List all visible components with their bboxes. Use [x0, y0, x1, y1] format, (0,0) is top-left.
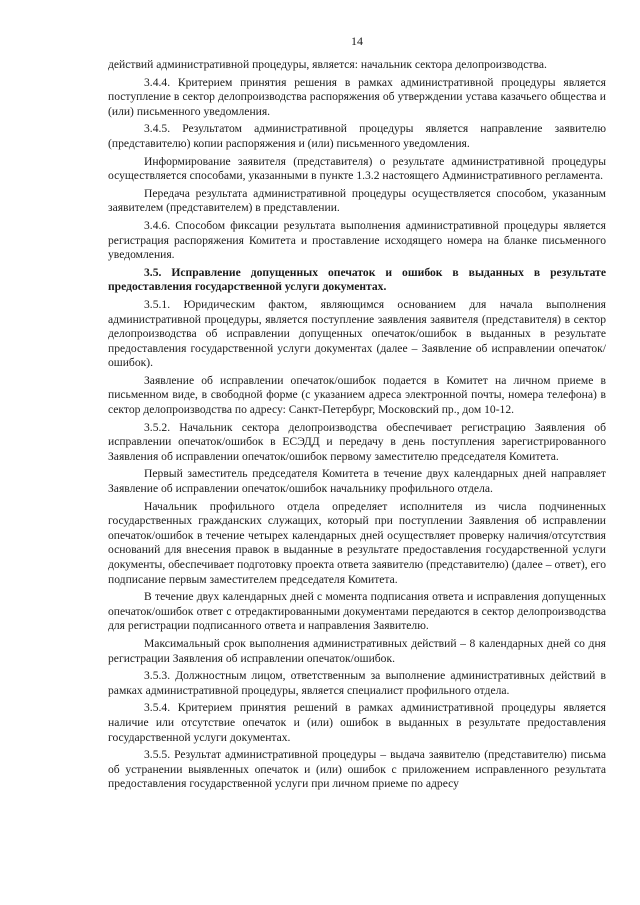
page-number: 14 [351, 34, 363, 48]
paragraph: 3.5.5. Результат административной процедуры – выдача заявителю (представителю) письма об устранении выявленных опечаток и (или) ошибок с приложением исправленного результата предоставления государственной услуги при личном приеме по адресу [108, 748, 606, 791]
paragraph: 3.5.4. Критерием принятия решений в рамках административной процедуры является наличие или отсутствие опечаток и (или) ошибок в выданных в результате предоставления государственной услуги документах. [108, 701, 606, 744]
paragraph: Максимальный срок выполнения административных действий – 8 календарных дней со дня регистрации Заявления об исправлении опечаток/ошибок. [108, 636, 606, 665]
paragraph: Заявление об исправлении опечаток/ошибок подается в Комитет на личном приеме в письменном виде, в свободной форме (с указанием адреса электронной почты, номера телефона) в сектор делопроизводства по адресу: Санкт-Петербург, Московский пр., дом 10-12. [108, 373, 606, 417]
paragraph: В течение двух календарных дней с момента подписания ответа и исправления допущенных опечаток/ошибок ответ с отредактированными документами передаются в сектор делопроизводства для регистрации подписанного ответа и направления Заявителю. [108, 590, 606, 633]
paragraph: Первый заместитель председателя Комитета в течение двух календарных дней направляет Заявление об исправлении опечаток/ошибок начальнику профильного отдела. [108, 467, 606, 496]
document-body [108, 58, 606, 792]
paragraph: 3.4.4. Критерием принятия решения в рамках административной процедуры является поступление в сектор делопроизводства распоряжения об утверждении устава казачьего общества и (или) письменного уведомления. [108, 75, 606, 118]
paragraph: Начальник профильного отдела определяет исполнителя из числа подчиненных государственных гражданских служащих, который при поступлении Заявления об исправлении опечаток/ошибок в течение четырех календарных дней осуществляет проверку наличия/отсутствия оснований для внесения правок в выданные в результате предоставления государственной услуги документы, обеспечивает подготовку проекта ответа заявителю (представителю) (далее – ответ), его подписание первым заместителем председателя Комитета. [108, 499, 606, 586]
paragraph: 3.5.2. Начальник сектора делопроизводства обеспечивает регистрацию Заявления об исправлении опечаток/ошибок в ЕСЭДД и передачу в день поступления зарегистрированного Заявления об исправлении опечаток/ошибок первому заместителю председателя Комитета. [108, 420, 606, 463]
paragraph: Информирование заявителя (представителя) о результате административной процедуры осуществляется способами, указанными в пункте 1.3.2 настоящего Административного регламента. [108, 154, 606, 183]
paragraph: 3.5.1. Юридическим фактом, являющимся основанием для начала выполнения административной процедуры, является поступление заявления заявителя (представителя) в сектор делопроизводства об исправлении допущенных опечаток/ошибок в выданных в результате предоставления государственной услуги документах (далее – Заявление об исправлении опечаток/ошибок). [108, 297, 606, 370]
paragraph: 3.4.5. Результатом административной процедуры является направление заявителю (представителю) копии распоряжения и (или) письменного уведомления. [108, 122, 606, 150]
paragraph: 3.4.6. Способом фиксации результата выполнения административной процедуры является регистрация распоряжения Комитета и проставление исходящего номера на бланке письменного уведомления. [108, 218, 606, 262]
paragraph: Передача результата административной процедуры осуществляется способом, указанным заявителем (представителем) в представлении. [108, 186, 606, 215]
paragraph: действий административной процедуры, является: начальник сектора делопроизводства. [108, 58, 547, 71]
section-heading: 3.5. Исправление допущенных опечаток и ошибок в выданных в результате предоставления государственной услуги документах. [108, 265, 606, 294]
paragraph: 3.5.3. Должностным лицом, ответственным за выполнение административных действий в рамках административной процедуры, является специалист профильного отдела. [108, 669, 606, 697]
